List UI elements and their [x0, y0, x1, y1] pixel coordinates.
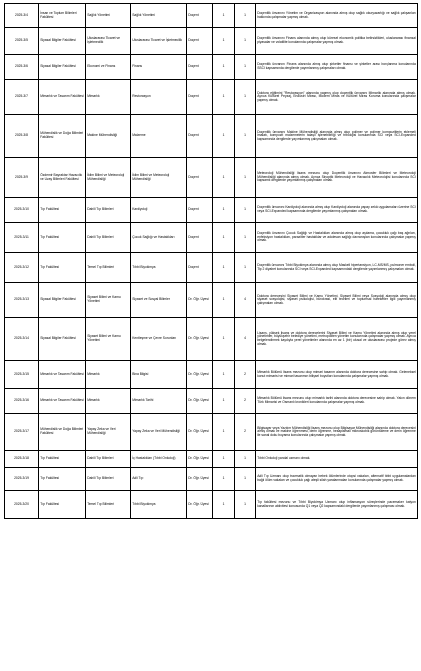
department-name: Mimarlık — [86, 361, 131, 389]
position-count: 1 — [213, 389, 235, 414]
requirements-text: Tıbbi Onkoloji yandal uzmanı olmak. — [256, 451, 418, 468]
position-count: 1 — [213, 414, 235, 451]
academic-title: Dr. Öğr. Üyesi — [187, 414, 213, 451]
field-name: Yapay Zeka ve Veri Mühendisliği — [131, 414, 187, 451]
position-count: 1 — [213, 253, 235, 283]
position-count: 1 — [213, 451, 235, 468]
academic-title: Doçent — [187, 223, 213, 253]
field-name: Tıbbi Biyokimya — [131, 253, 187, 283]
row-number: 2025-3/17 — [5, 414, 39, 451]
faculty-name: Tıp Fakültesi — [39, 253, 86, 283]
faculty-name: Mimarlık ve Tasarım Fakültesi — [39, 361, 86, 389]
position-count: 1 — [213, 80, 235, 115]
academic-title: Doçent — [187, 253, 213, 283]
requirements-text: Doktora derecesini Siyaset Bilimi ve Kamu Yönetimi, Siyaset Bilimi veya Sosyoloji alanında almış olup siyaset sosyolojisi, siyaset psikolojisi, bürokrasi, elit teorileri ve toplumsal hareketler ilgili yayımlanmış çalışmaları olmak. — [256, 283, 418, 318]
faculty-name: Tıp Fakültesi — [39, 491, 86, 519]
field-name: Mimarlık Tarihi — [131, 389, 187, 414]
faculty-name: Mimarlık ve Tasarım Fakültesi — [39, 389, 86, 414]
row-number: 2025-3/18 — [5, 451, 39, 468]
academic-title: Dr. Öğr. Üyesi — [187, 451, 213, 468]
quota-count: 1 — [235, 451, 256, 468]
table-row — [5, 115, 418, 158]
academic-title: Doçent — [187, 80, 213, 115]
field-name: Bina Bilgisi — [131, 361, 187, 389]
requirements-text: Doçentlik ünvanını Makine Mühendisliği alanında almış olup polimer ve polimer kompozitlerin eklemeli imalatı, kompozit malzemelerin talaşlı işlenebilirliği ve tribolojisi konularında SCI veya SCI-Expanded kapsamında dergilerde yayımlanmış çalışmaları olmak. — [256, 115, 418, 158]
faculty-name: Tıp Fakültesi — [39, 223, 86, 253]
row-number: 2025-3/12 — [5, 253, 39, 283]
row-number: 2025-3/4 — [5, 4, 39, 28]
quota-count: 1 — [235, 491, 256, 519]
requirements-text: Doçentlik ünvanını Yönetim ve Organizasyon alanında almış olup sağlık okuryazarlığı ve sağlık çalışanları hakkında çalışmalar yapmış olmak. — [256, 4, 418, 28]
department-name: Temel Tıp Bilimleri — [86, 253, 131, 283]
field-name: Sağlık Yönetimi — [131, 4, 187, 28]
faculty-name: Tıp Fakültesi — [39, 468, 86, 491]
quota-count: 2 — [235, 414, 256, 451]
field-name: Adli Tıp — [131, 468, 187, 491]
table-row — [5, 28, 418, 55]
requirements-text: Adli Tıp Uzmanı olup travmatik olmayan bebek ölümlerinde otopsi vakaları, alternatif tıbbi uygulamalardan bağlı ölüm vakaları ve çocukluk çağı ateşli silah yaralanmaları konularında çalışmalar yapmış olmak. — [256, 468, 418, 491]
requirements-text: Mimarlık Bölümü lisans mezunu olup mimarlık tarihi alanında doktora derecesine sahip olmak. Yakın dönem Türk Mimarisi ve Osmanlı kronikleri konularında çalışmalar yapmış olmak. — [256, 389, 418, 414]
table-row — [5, 80, 418, 115]
department-name: Uluslararası Ticaret ve İşletmecilik — [86, 28, 131, 55]
table-row — [5, 318, 418, 361]
table-row — [5, 158, 418, 198]
table-row — [5, 55, 418, 80]
academic-title: Doçent — [187, 4, 213, 28]
quota-count: 1 — [235, 4, 256, 28]
department-name: Mimarlık — [86, 80, 131, 115]
position-count: 1 — [213, 115, 235, 158]
department-name: Ekonomi ve Finans — [86, 55, 131, 80]
department-name: Yapay Zeka ve Veri Mühendisliği — [86, 414, 131, 451]
row-number: 2025-3/9 — [5, 158, 39, 198]
position-count: 1 — [213, 158, 235, 198]
quota-count: 1 — [235, 28, 256, 55]
requirements-text: Doçentlik ünvanını Finans alanında almış olup şirketler finansı ve şirketler arası borçlanma konularında SSCI kapsamında dergilerde yayımlanmış çalışmaları olmak. — [256, 55, 418, 80]
requirements-text: Doçentlik ünvanını Tıbbi Biyokimya alanında almış olup Maskeli hipertansiyon, LC-MS/MS, pulmoner emboli, Tip 2 diyabet konularında SCI veya SCI-Expanded kapsamındaki dergilerde yayımlanmış çalışmaları olmak. — [256, 253, 418, 283]
academic-title: Dr. Öğr. Üyesi — [187, 491, 213, 519]
requirements-text: Bilgisayar veya Yazılım Mühendisliği lisans mezunu olup Bilgisayar Mühendisliği alanında doktora derecesini almış olmak ve makine öğrenmesi, derin öğrenme, hesaplamalı mikroskobik görüntüleme ve derin öğrenme ile sanal doku boyama konularında çalışmalar yapmış olmak. — [256, 414, 418, 451]
department-name: Siyaset Bilimi ve Kamu Yönetimi — [86, 318, 131, 361]
academic-title: Doçent — [187, 198, 213, 223]
row-number: 2025-3/16 — [5, 389, 39, 414]
requirements-text: Meteoroloji Mühendisliği lisans mezunu olup Doçentlik ünvanını Atmosfer Bilimleri ve Meteoroloji Mühendisliği alanında almış olmak. Ayrıca Sinoptik Meteoroloji ve Havacılık Meteorolojisi konularında SCI kapsamlı dergilerde yayımlanmış çalışmaları olmak. — [256, 158, 418, 198]
department-name: Sağlık Yönetimi — [86, 4, 131, 28]
quota-count: 1 — [235, 223, 256, 253]
faculty-name: Özdemir Bayraktar Havacılık ve Uzay Bilimleri Fakültesi — [39, 158, 86, 198]
requirements-text: Tıp fakültesi mezunu ve Tıbbi Biyokimya Uzmanı olup inflamasyon süreçlerinde pacemaker katyon kanallarının aktivitesi konusunda Q1 veya Q2 kapsamındaki dergilerde yayımlanmış çalışması olmak. — [256, 491, 418, 519]
field-name: Finans — [131, 55, 187, 80]
row-number: 2025-3/6 — [5, 55, 39, 80]
department-name: Dahili Tıp Bilimleri — [86, 198, 131, 223]
quota-count: 1 — [235, 253, 256, 283]
table-row — [5, 414, 418, 451]
department-name: Mimarlık — [86, 389, 131, 414]
quota-count: 4 — [235, 318, 256, 361]
faculty-name: Siyasal Bilgiler Fakültesi — [39, 283, 86, 318]
academic-title: Dr. Öğr. Üyesi — [187, 318, 213, 361]
quota-count: 2 — [235, 361, 256, 389]
requirements-text: Doçentlik ünvanını Çocuk Sağlığı ve Hastalıkları alanında almış olup aşılama, çocukluk çağı baş ağrıları, enfeksiyon hastalıkları, parazitler hastalıklar ve adolesan sağlığı davranışları konularında çalışmalar yapmış olmak. — [256, 223, 418, 253]
academic-title: Dr. Öğr. Üyesi — [187, 389, 213, 414]
faculty-name: Tıp Fakültesi — [39, 198, 86, 223]
row-number: 2025-3/5 — [5, 28, 39, 55]
field-name: Siyaset ve Sosyal Bilimler — [131, 283, 187, 318]
field-name: Kentleşme ve Çevre Sorunları — [131, 318, 187, 361]
quota-count: 1 — [235, 158, 256, 198]
department-name: Siyaset Bilimi ve Kamu Yönetimi — [86, 283, 131, 318]
table-row — [5, 491, 418, 519]
faculty-name: Siyasal Bilgiler Fakültesi — [39, 318, 86, 361]
table-row — [5, 389, 418, 414]
position-count: 1 — [213, 283, 235, 318]
academic-title: Dr. Öğr. Üyesi — [187, 468, 213, 491]
requirements-text: Mimarlık Bölümü lisans mezunu olup mimari tasarım alanında doktora derecesine sahip olmak. Geleneksel konut mimarisi ve mimari tasarımın bilişsel boyutları konularında çalışmalar yapmış olmak. — [256, 361, 418, 389]
row-number: 2025-3/7 — [5, 80, 39, 115]
positions-table — [4, 3, 418, 519]
position-count: 1 — [213, 491, 235, 519]
academic-title: Dr. Öğr. Üyesi — [187, 361, 213, 389]
table-row — [5, 283, 418, 318]
row-number: 2025-3/8 — [5, 115, 39, 158]
position-count: 1 — [213, 361, 235, 389]
field-name: Tıbbi Biyokimya — [131, 491, 187, 519]
quota-count: 1 — [235, 198, 256, 223]
field-name: Restorasyon — [131, 80, 187, 115]
table-row — [5, 451, 418, 468]
field-name: Uluslararası Ticaret ve İşletmecilik — [131, 28, 187, 55]
position-count: 1 — [213, 223, 235, 253]
department-name: Temel Tıp Bilimleri — [86, 491, 131, 519]
quota-count: 4 — [235, 283, 256, 318]
table-row — [5, 223, 418, 253]
table-row — [5, 4, 418, 28]
quota-count: 1 — [235, 80, 256, 115]
position-count: 1 — [213, 198, 235, 223]
requirements-text: Doçentlik ünvanını Finans alanında almış olup küresel ekonomik politika belirsizlikleri, uluslararası finansal piyasalar ve volatilite konularında çalışmalar yapmış olmak. — [256, 28, 418, 55]
academic-title: Doçent — [187, 158, 213, 198]
field-name: İç Hastalıkları (Tıbbi Onkoloji) — [131, 451, 187, 468]
field-name: Çocuk Sağlığı ve Hastalıkları — [131, 223, 187, 253]
department-name: Dahili Tıp Bilimleri — [86, 451, 131, 468]
faculty-name: İnsan ve Toplum Bilimleri Fakültesi — [39, 4, 86, 28]
department-name: Dahili Tıp Bilimleri — [86, 468, 131, 491]
row-number: 2025-3/14 — [5, 318, 39, 361]
position-count: 1 — [213, 318, 235, 361]
row-number: 2025-3/20 — [5, 491, 39, 519]
department-name: Makine Mühendisliği — [86, 115, 131, 158]
requirements-text: Doktora eğitimini "Restorasyon" alanında yapmış olup doçentlik ünvanını Mimarlık alanında almış olmak. Ayrıca Kültürel Peyzaj, Endüstri Mirası, Modern Miras ve Kültürel Miras Koruma konularında çalışmalar yapmış olmak. — [256, 80, 418, 115]
quota-count: 1 — [235, 468, 256, 491]
quota-count: 2 — [235, 389, 256, 414]
position-count: 1 — [213, 28, 235, 55]
row-number: 2025-3/10 — [5, 198, 39, 223]
field-name: Kardiyoloji — [131, 198, 187, 223]
row-number: 2025-3/15 — [5, 361, 39, 389]
faculty-name: Tıp Fakültesi — [39, 451, 86, 468]
department-name: İklim Bilimi ve Meteoroloji Mühendisliği — [86, 158, 131, 198]
quota-count: 1 — [235, 115, 256, 158]
faculty-name: Mimarlık ve Tasarım Fakültesi — [39, 80, 86, 115]
requirements-text: Doçentlik ünvanını Kardiyoloji alanında almış olup Kardiyoloji alanında yapay zekâ uygulamaları üzerine SCI veya SCI-Expanded kapsamında dergilerde yayımlanmış çalışmaları olmak. — [256, 198, 418, 223]
department-name: Dahili Tıp Bilimleri — [86, 223, 131, 253]
table-row — [5, 361, 418, 389]
position-count: 1 — [213, 4, 235, 28]
field-name: İklim Bilimi ve Meteoroloji Mühendisliği — [131, 158, 187, 198]
faculty-name: Mühendislik ve Doğa Bilimleri Fakültesi — [39, 115, 86, 158]
position-count: 1 — [213, 468, 235, 491]
position-count: 1 — [213, 55, 235, 80]
row-number: 2025-3/13 — [5, 283, 39, 318]
faculty-name: Siyasal Bilgiler Fakültesi — [39, 55, 86, 80]
academic-title: Doçent — [187, 28, 213, 55]
table-row — [5, 468, 418, 491]
faculty-name: Siyasal Bilgiler Fakültesi — [39, 28, 86, 55]
row-number: 2025-3/19 — [5, 468, 39, 491]
academic-title: Dr. Öğr. Üyesi — [187, 283, 213, 318]
requirements-text: Lisans, yüksek lisans ve doktora derecelerini Siyaset Bilimi ve Kamu Yönetimi alanında almış olup yerel yönetimler, büyükşehir belediye yönetimi, metropoliten yönetim konularında çalışmalar yapmış olmak. Ayrıca belgelendirmek kaydıyla yerel yönetimler alanında en az 1 (bir) ulusal ve uluslararası projede görev almış olmak. — [256, 318, 418, 361]
academic-title: Doçent — [187, 55, 213, 80]
row-number: 2025-3/11 — [5, 223, 39, 253]
table-row — [5, 198, 418, 223]
table-row — [5, 253, 418, 283]
academic-title: Doçent — [187, 115, 213, 158]
quota-count: 1 — [235, 55, 256, 80]
faculty-name: Mühendislik ve Doğa Bilimleri Fakültesi — [39, 414, 86, 451]
field-name: Malzeme — [131, 115, 187, 158]
